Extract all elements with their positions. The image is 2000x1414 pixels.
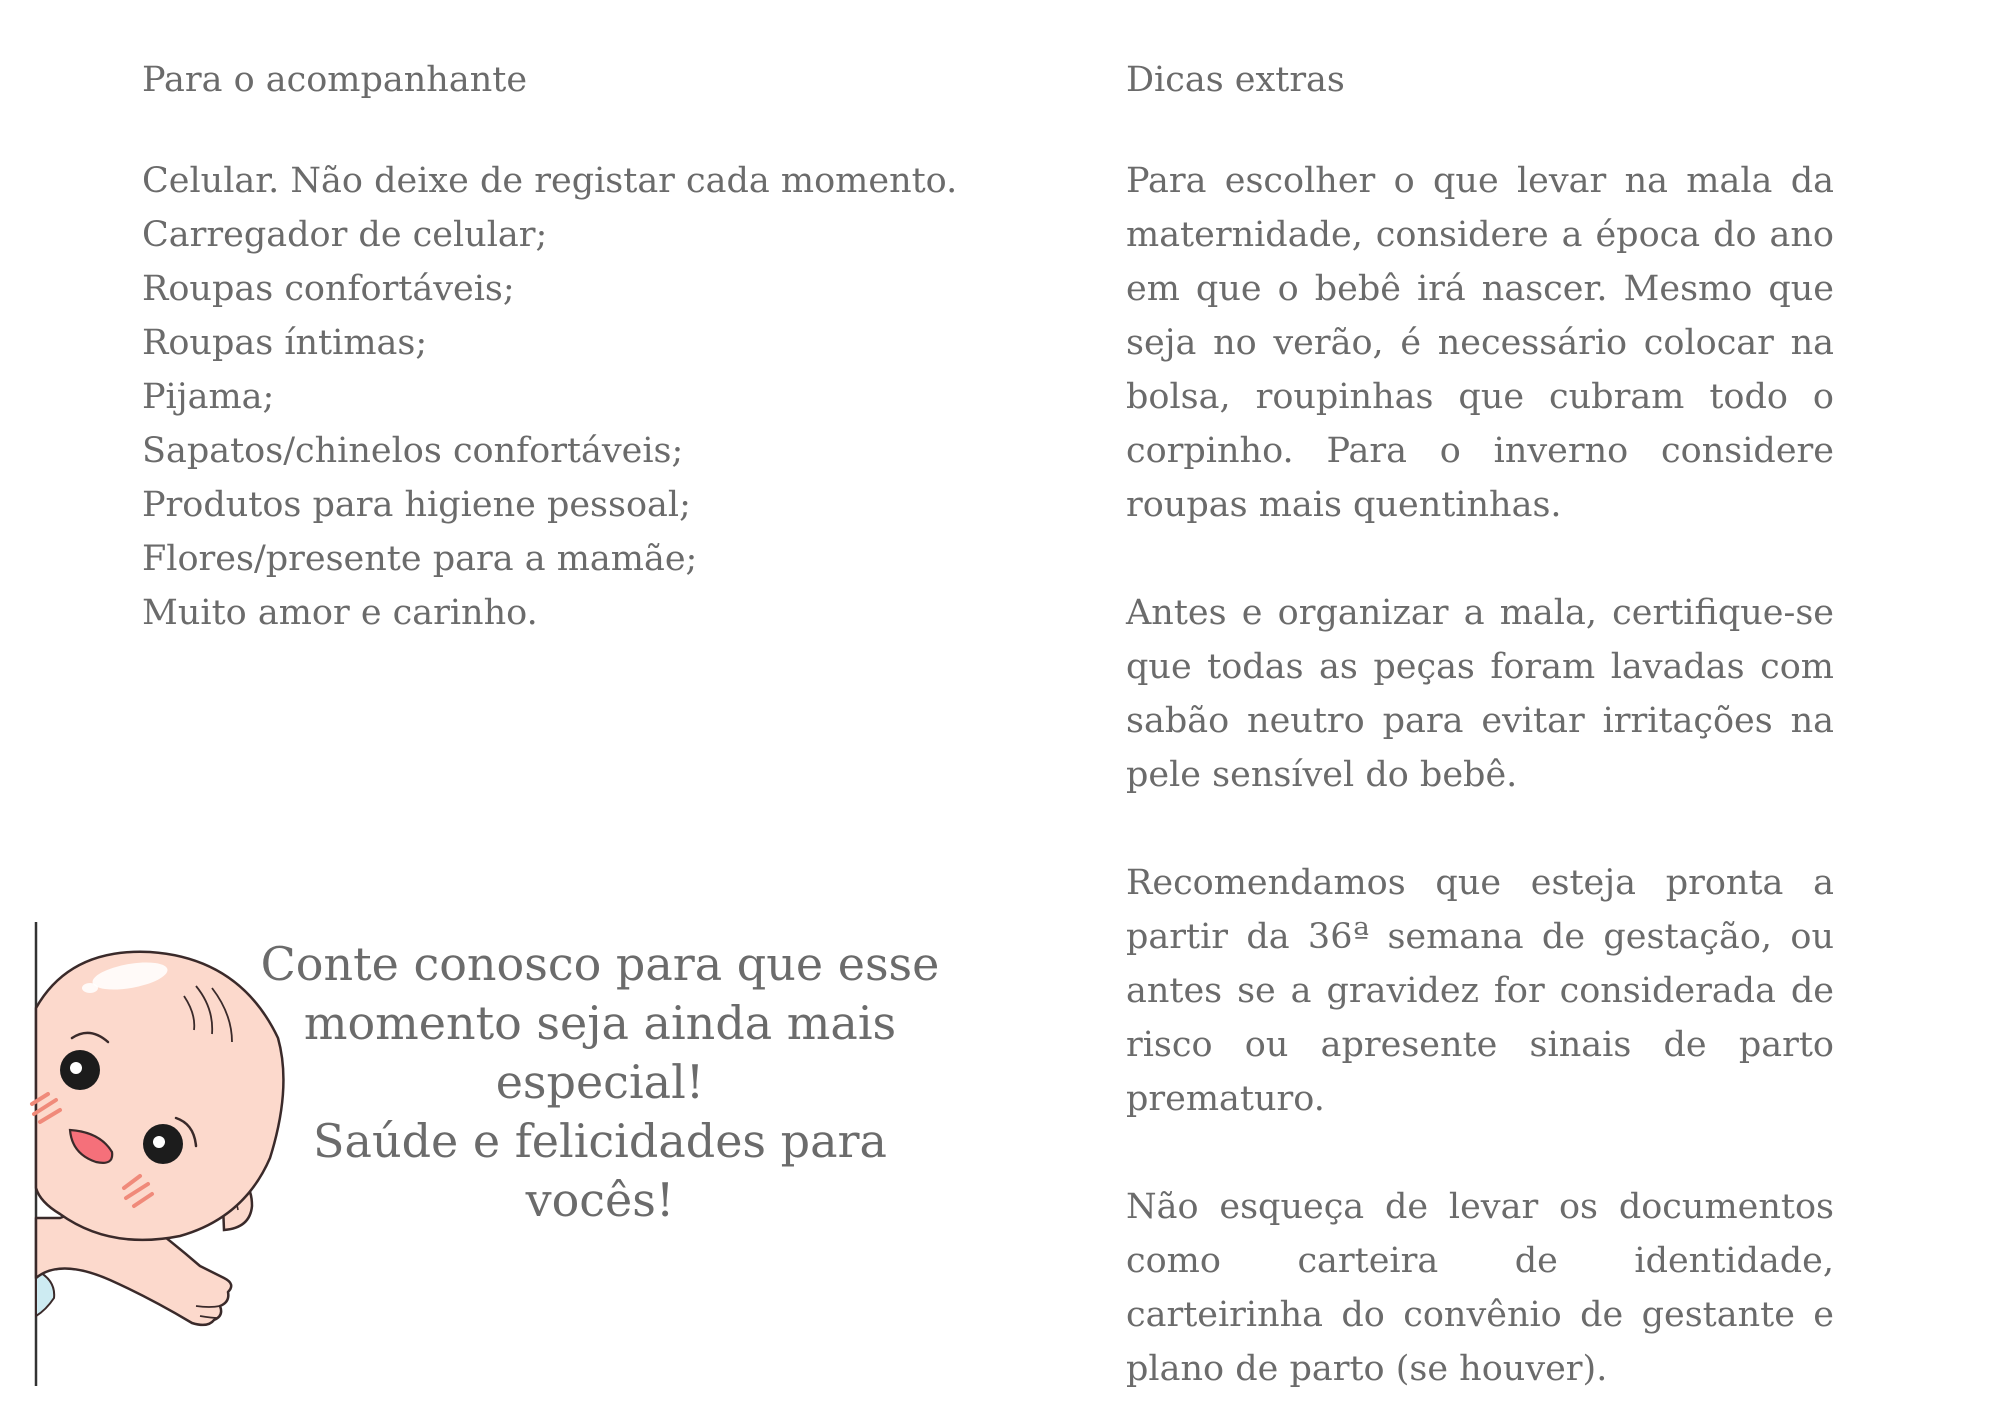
- companion-items-list: [142, 154, 957, 640]
- closing-message: [255, 935, 945, 1230]
- closing-line: especial!: [495, 1055, 705, 1109]
- list-item: Celular. Não deixe de registar cada momento.: [142, 161, 958, 201]
- tip-paragraph: Antes e organizar a mala, certifique-se que todas as peças foram lavadas com sabão neutro para evitar irritações na pele sensível do bebê.: [1126, 593, 1834, 795]
- closing-line: Saúde e felicidades para: [313, 1114, 887, 1168]
- closing-line: Conte conosco para que esse: [260, 937, 940, 991]
- peeking-baby-icon: [0, 918, 300, 1388]
- tip-paragraph: Para escolher o que levar na mala da maternidade, considere a época do ano em que o bebê irá nascer. Mesmo que seja no verão, é necessário colocar na bolsa, roupinhas que cubram todo o corpinho. Para o inverno considere roupas mais quentinhas.: [1126, 161, 1834, 525]
- list-item: Sapatos/chinelos confortáveis;: [142, 431, 684, 471]
- tip-paragraph: Não esqueça de levar os documentos como carteira de identidade, carteirinha do convênio de gestante e plano de parto (se houver).: [1126, 1187, 1834, 1389]
- tip-paragraph: Recomendamos que esteja pronta a partir da 36ª semana de gestação, ou antes se a gravidez for considerada de risco ou apresente sinais de parto prematuro.: [1126, 863, 1834, 1119]
- list-item: Carregador de celular;: [142, 215, 548, 255]
- list-item: Roupas íntimas;: [142, 323, 428, 363]
- list-item: Pijama;: [142, 377, 275, 417]
- closing-line: vocês!: [525, 1173, 675, 1227]
- closing-line: momento seja ainda mais: [303, 996, 897, 1050]
- list-item: Roupas confortáveis;: [142, 269, 515, 309]
- list-item: Flores/presente para a mamãe;: [142, 539, 698, 579]
- baby-head-shape: [36, 952, 283, 1240]
- companion-heading: Para o acompanhante: [142, 60, 528, 100]
- extra-tips-body: [1126, 154, 1834, 1396]
- extra-tips-heading: Dicas extras: [1126, 60, 1345, 100]
- list-item: Muito amor e carinho.: [142, 593, 538, 633]
- list-item: Produtos para higiene pessoal;: [142, 485, 691, 525]
